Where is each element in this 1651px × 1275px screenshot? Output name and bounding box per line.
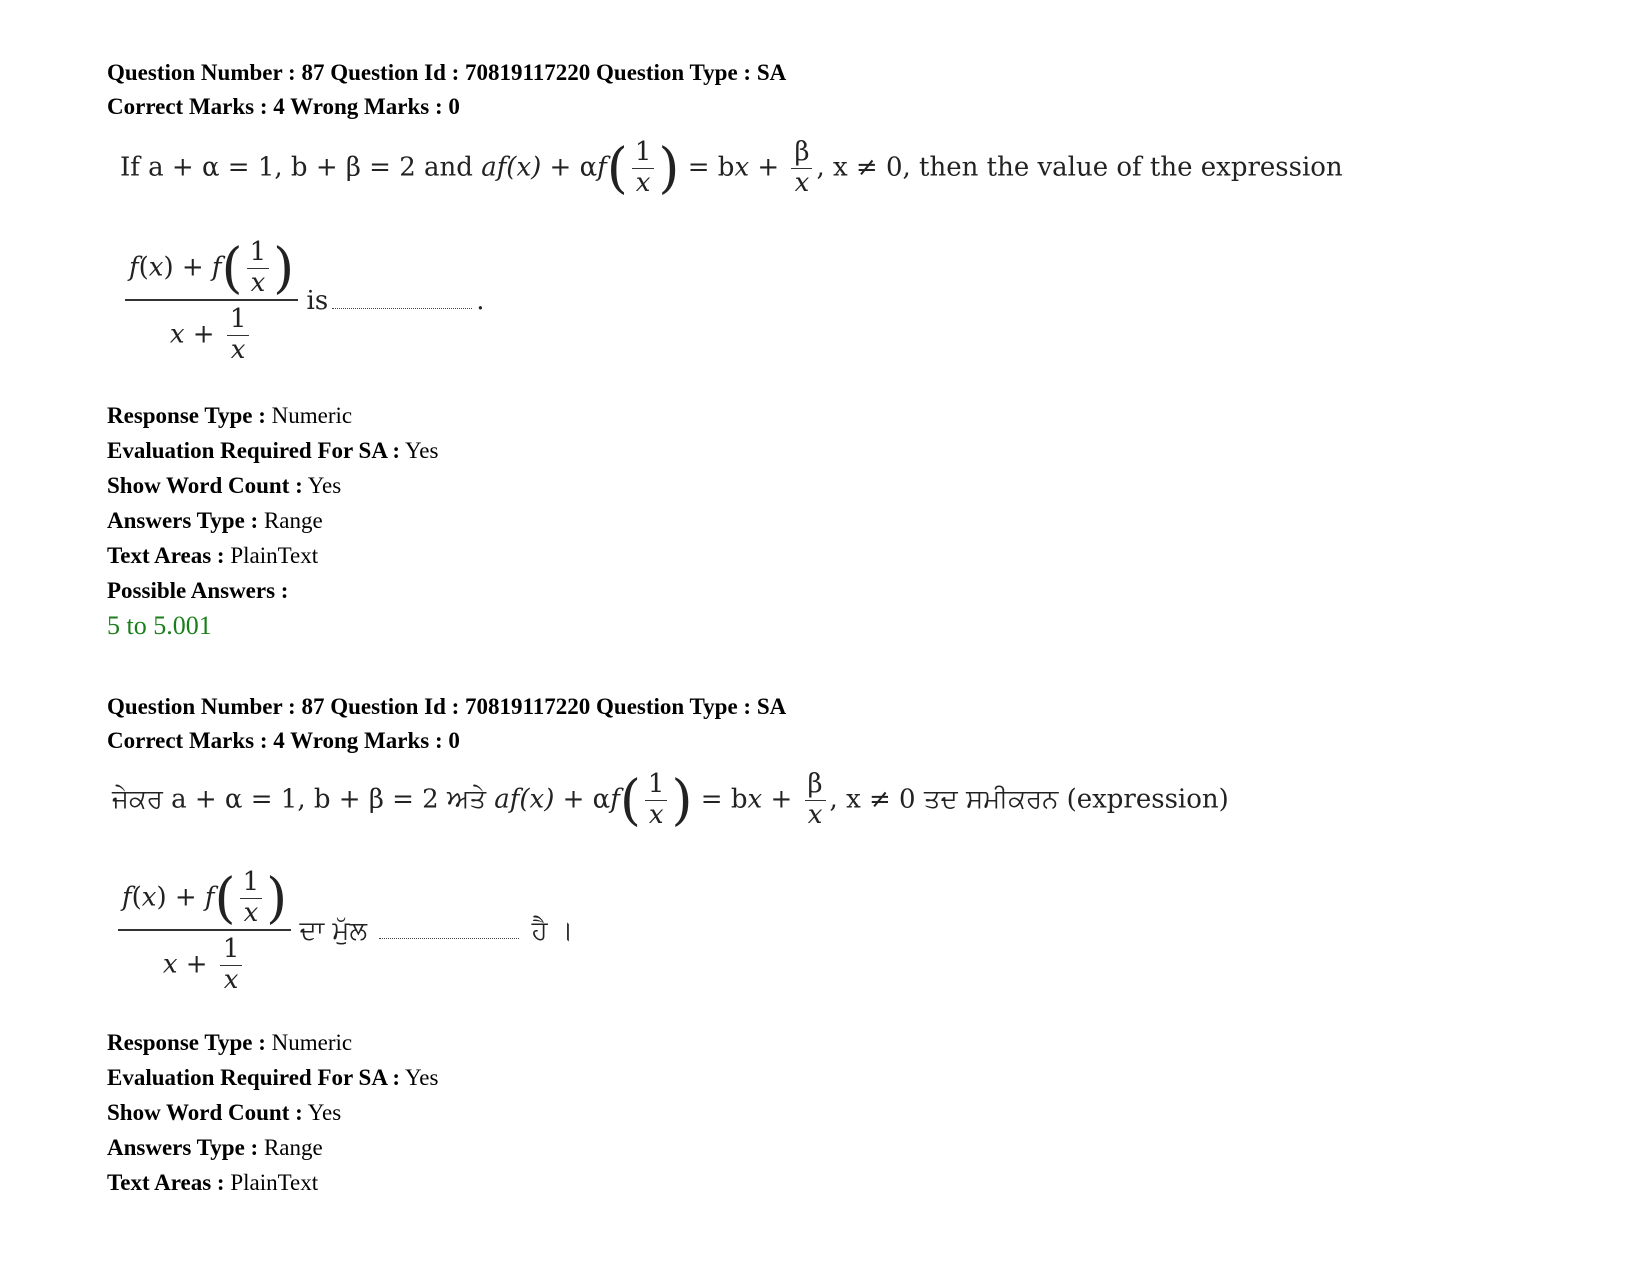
question-type-label: Question Type : xyxy=(596,694,752,719)
expression-fraction: f(x) + f( $\frac{1}{x}$ ) x + $\frac{1}{x}$ xyxy=(118,868,291,996)
meta-row: Possible Answers : xyxy=(107,578,289,603)
expression-end-punjabi: ਹੈ । xyxy=(531,916,574,947)
question-1-header xyxy=(107,56,786,124)
meta-row: Response Type : Numeric xyxy=(107,403,353,428)
question-1-image xyxy=(120,138,1343,199)
marks-line xyxy=(107,90,786,124)
question-1-meta xyxy=(107,398,438,644)
marks-line xyxy=(107,724,786,758)
question-header-line xyxy=(107,690,786,724)
question-text-line: If a + α = 1, b + β = 2 and af(x) + αf( $\frac{1}{x}$ ) = bx + $\frac{\beta}{x}$ , x ≠ 0, then the value of the expression xyxy=(120,136,1343,200)
question-type-label: Question Type : xyxy=(596,60,752,85)
question-id-label: Question Id : xyxy=(330,60,460,85)
question-header-line xyxy=(107,56,786,90)
question-2-meta xyxy=(107,1025,438,1200)
question-suffix: , x ≠ 0, then the value of the expression xyxy=(816,152,1343,183)
meta-row: Response Type : Numeric xyxy=(107,1030,353,1055)
correct-marks: 4 xyxy=(273,728,285,753)
expression-tail-punjabi: ਦਾ ਮੁੱਲ xyxy=(299,916,368,947)
question-1-expression: f(x) + f( $\frac{1}{x}$ ) x + $\frac{1}{x}$ is . xyxy=(125,238,484,366)
meta-row: Text Areas : PlainText xyxy=(107,543,319,568)
question-type: SA xyxy=(756,694,787,719)
question-2-header xyxy=(107,690,786,758)
question-number-label: Question Number : xyxy=(107,694,296,719)
wrong-marks-label: Wrong Marks : xyxy=(290,94,443,119)
meta-row: Answers Type : Range xyxy=(107,1135,323,1160)
question-number-label: Question Number : xyxy=(107,60,296,85)
question-suffix-punjabi: , x ≠ 0 ਤਦ ਸਮੀਕਰਨ (expression) xyxy=(829,784,1229,815)
meta-row: Evaluation Required For SA : Yes xyxy=(107,1065,439,1090)
answer-blank xyxy=(379,938,519,939)
question-2-expression xyxy=(118,868,573,996)
possible-answer: 5 to 5.001 xyxy=(107,611,212,640)
question-number: 87 xyxy=(301,60,325,85)
meta-row: Text Areas : PlainText xyxy=(107,1170,319,1195)
question-prefix: If a + α = 1, b + β = 2 and xyxy=(120,152,473,183)
wrong-marks: 0 xyxy=(448,728,460,753)
question-2-image xyxy=(112,770,1229,831)
question-number: 87 xyxy=(301,694,325,719)
correct-marks: 4 xyxy=(273,94,285,119)
meta-row: Evaluation Required For SA : Yes xyxy=(107,438,439,463)
question-id-label: Question Id : xyxy=(330,694,460,719)
question-id: 70819117220 xyxy=(465,694,591,719)
correct-marks-label: Correct Marks : xyxy=(107,94,268,119)
question-text-line: ਜੇਕਰ a + α = 1, b + β = 2 ਅਤੇ af(x) + αf( $\frac{1}{x}$ ) = bx + $\frac{\beta}{x}$ , x ≠ 0 ਤਦ ਸਮੀਕਰਨ (expression) xyxy=(112,768,1229,832)
correct-marks-label: Correct Marks : xyxy=(107,728,268,753)
question-prefix-punjabi: ਜੇਕਰ xyxy=(112,784,163,815)
meta-row: Show Word Count : Yes xyxy=(107,473,342,498)
expression-fraction: f(x) + f( $\frac{1}{x}$ ) x + $\frac{1}{x}$ xyxy=(125,238,298,366)
wrong-marks: 0 xyxy=(448,94,460,119)
meta-row: Answers Type : Range xyxy=(107,508,323,533)
question-id: 70819117220 xyxy=(465,60,591,85)
expression-tail: is xyxy=(306,286,329,317)
question-and-punjabi: ਅਤੇ xyxy=(446,784,486,815)
question-type: SA xyxy=(756,60,787,85)
wrong-marks-label: Wrong Marks : xyxy=(290,728,443,753)
answer-blank xyxy=(332,308,472,309)
question-condition: a + α = 1, b + β = 2 xyxy=(171,784,439,815)
meta-row: Show Word Count : Yes xyxy=(107,1100,342,1125)
